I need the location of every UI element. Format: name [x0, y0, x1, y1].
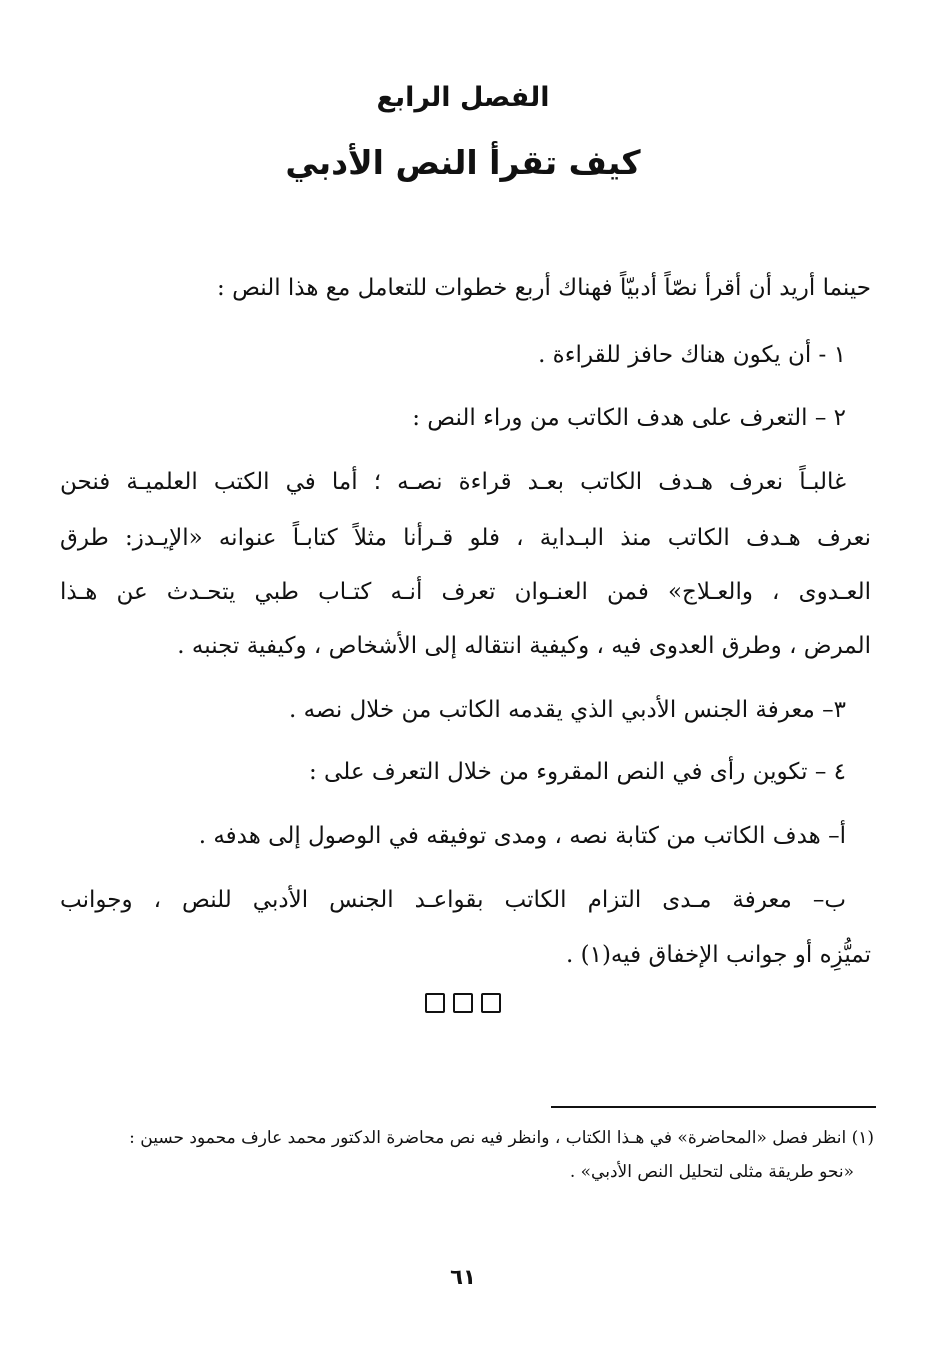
step-4: ٤ – تكوين رأى في النص المقروء من خلال التعرف على : [308, 759, 846, 785]
square-icon [453, 993, 473, 1013]
intro-paragraph: حينما أريد أن أقرأ نصّاً أدبيّاً فهناك أربع خطوات للتعامل مع هذا النص : [217, 275, 871, 301]
square-icon [481, 993, 501, 1013]
chapter-label: الفصل الرابع [376, 82, 550, 113]
footnote-line: «نحو طريقة مثلى لتحليل النص الأدبي» . [569, 1162, 854, 1182]
sub-item-b: ب– معرفة مـدى التزام الكاتب بقواعـد الجنس الأدبي للنص ، وجوانب [60, 887, 846, 913]
section-end-marks [0, 992, 926, 1013]
footnote-line: (١) انظر فصل «المحاضرة» في هـذا الكتاب ، وانظر فيه نص محاضرة الدكتور محمد عارف محمود حسين : [129, 1128, 874, 1148]
sub-item-a: أ– هدف الكاتب من كتابة نصه ، ومدى توفيقه في الوصول إلى هدفه . [198, 823, 846, 849]
step-3: ٣– معرفة الجنس الأدبي الذي يقدمه الكاتب من خلال نصه . [288, 697, 846, 723]
page-number: ٦١ [450, 1265, 476, 1289]
paragraph-line: نعرف هـدف الكاتب منذ البـداية ، فلو قـرأنا مثلاً كتابـاً عنوانه «الإيـدز: طرق [60, 525, 871, 551]
paragraph-line: العـدوى ، والعـلاج» فمن العنـوان تعرف أنـه كتـاب طبي يتحـدث عن هـذا [60, 579, 871, 605]
step-1: ١ - أن يكون هناك حافز للقراءة . [538, 342, 846, 368]
sub-item-b-continuation: تميُّزِه أو جوانب الإخفاق فيه(١) . [565, 942, 871, 968]
chapter-title: كيف تقرأ النص الأدبي [285, 143, 641, 182]
paragraph-line: المرض ، وطرق العدوى فيه ، وكيفية انتقاله إلى الأشخاص ، وكيفية تجنبه . [177, 633, 871, 659]
paragraph-line: غالبـاً نعرف هـدف الكاتب بعـد قراءة نصـه ؛ أما في الكتب العلميـة فنحن [60, 469, 846, 495]
step-2: ٢ – التعرف على هدف الكاتب من وراء النص : [412, 405, 846, 431]
footnote-divider [551, 1106, 876, 1108]
square-icon [425, 993, 445, 1013]
